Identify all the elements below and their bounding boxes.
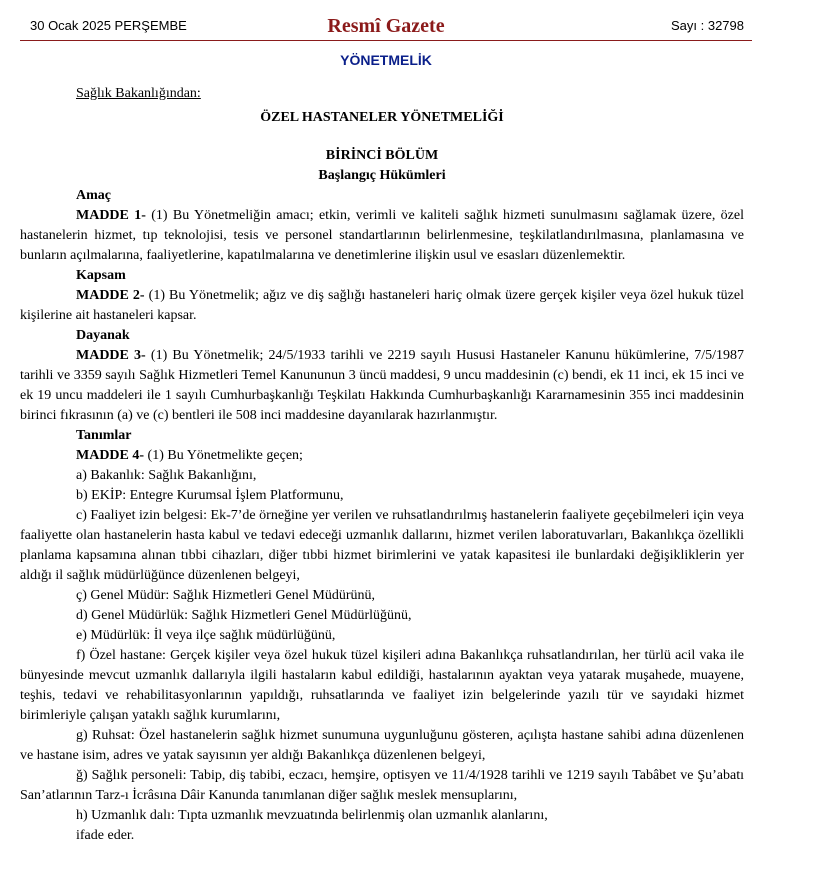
definition-item: b) EKİP: Entegre Kurumsal İşlem Platformunu, bbox=[76, 488, 344, 503]
article-paragraph bbox=[20, 206, 744, 266]
article-text: (1) Bu Yönetmelik; ağız ve diş sağlığı hastaneleri hariç olmak üzere gerçek kişiler veya özel hukuk tüzel kişilerine ait hastaneleri kapsar. bbox=[20, 288, 744, 323]
article-heading: Kapsam bbox=[76, 268, 126, 283]
article-heading: Amaç bbox=[76, 188, 111, 203]
definition-item: c) Faaliyet izin belgesi: Ek-7’de örneğine yer verilen ve ruhsatlandırılmış hastanelerin faaliyete geçebilmeleri için veya faaliyette olan hastanelerin hasta kabul ve tedavi edeceği uzmanlık dallarını, hizmet verilen laboratuvarları, Bakanlıkça özellikli planlama kapsamına alınan tıbbi cihazları, diğer tıbbi hizmet birimlerini ve yatak kapasitesi ile bunlardaki değişikliklerin yer aldığı il sağlık müdürlüğünce düzenlenen belgeyi, bbox=[20, 508, 744, 583]
article-label: MADDE 1- bbox=[76, 208, 146, 223]
definition-item: e) Müdürlük: İl veya ilçe sağlık müdürlüğünü, bbox=[76, 628, 336, 643]
definition-item: f) Özel hastane: Gerçek kişiler veya özel hukuk tüzel kişileri adına Bakanlıkça ruhsatlandırılan, her türlü acil vaka ile bünyesinde mevcut uzmanlık dallarıyla ilgili hastaların kabul edildiği, hastalarının ayaktan veya yatarak muşahede, muayene, teşhis, tedavi ve rehabilitasyonlarının yapıldığı, ruhsatlarında ve faaliyet izin belgelerinde yazılı tür ve sayıdaki hizmet birimleriyle çalışan yataklı sağlık kurumlarını, bbox=[20, 648, 744, 723]
issuer: Sağlık Bakanlığından: bbox=[76, 86, 201, 101]
definition-item: a) Bakanlık: Sağlık Bakanlığını, bbox=[76, 468, 257, 483]
definition-item: h) Uzmanlık dalı: Tıpta uzmanlık mevzuatında belirlenmiş olan uzmanlık alanlarını, bbox=[76, 808, 548, 823]
article-heading: Dayanak bbox=[76, 328, 130, 343]
gazette-title: Resmî Gazete bbox=[327, 15, 445, 37]
issue-number: Sayı : 32798 bbox=[671, 18, 744, 33]
article-text: (1) Bu Yönetmelikte geçen; bbox=[144, 448, 303, 463]
definition-closing: ifade eder. bbox=[76, 828, 135, 843]
chapter-subtitle: Başlangıç Hükümleri bbox=[318, 168, 446, 183]
article-text: (1) Bu Yönetmeliğin amacı; etkin, verimli ve kaliteli sağlık hizmeti sunulmasını sağlamak üzere, özel hastanelerin hizmet, tıp teknolojisi, tesis ve personel standartlarının belirlenmesine, teşkilatlandırılmasına, planlamasına ve bunların açılmalarına, faaliyetlerine, kapatılmalarına ve denetimlerine ilişkin usul ve esasları düzenlemektir. bbox=[20, 208, 744, 263]
article-text: (1) Bu Yönetmelik; 24/5/1933 tarihli ve 2219 sayılı Hususi Hastaneler Kanunu hükümlerine, 7/5/1987 tarihli ve 3359 sayılı Sağlık Hizmetleri Temel Kanununun 3 üncü maddesi, 9 uncu maddesinin (c) bendi, ek 11 inci, ek 15 inci ve ek 19 uncu maddeleri ile 1 sayılı Cumhurbaşkanlığı Teşkilatı Hakkında Cumhurbaşkanlığı Kararnamesinin 355 inci maddesinin birinci fıkrasının (a) ve (c) bentleri ile 508 inci maddesine dayanılarak hazırlanmıştır. bbox=[20, 348, 744, 423]
definition-item: ğ) Sağlık personeli: Tabip, diş tabibi, eczacı, hemşire, optisyen ve 11/4/1928 tarihli ve 1219 sayılı Tabâbet ve Şu’abatı San’atlarının Tarz-ı İcrâsına Dâir Kanunda tanımlanan diğer sağlık meslek mensuplarını, bbox=[20, 768, 744, 803]
article-paragraph bbox=[20, 286, 744, 326]
chapter-title: BİRİNCİ BÖLÜM bbox=[325, 148, 439, 163]
definition-item: d) Genel Müdürlük: Sağlık Hizmetleri Genel Müdürlüğünü, bbox=[76, 608, 412, 623]
article-label: MADDE 4- bbox=[76, 448, 145, 463]
document-type: YÖNETMELİK bbox=[340, 52, 432, 68]
issue-date: 30 Ocak 2025 PERŞEMBE bbox=[30, 18, 187, 33]
article-label: MADDE 2- bbox=[76, 288, 145, 303]
definition-item: ç) Genel Müdür: Sağlık Hizmetleri Genel Müdürünü, bbox=[76, 588, 375, 603]
definition-item: g) Ruhsat: Özel hastanelerin sağlık hizmet sunumuna uygunluğunu gösteren, açılışta hastane sahibi adına düzenlenen ve hastane isim, adres ve yatak sayısının yer aldığı Bakanlıkça düzenlenen belgeyi, bbox=[20, 728, 744, 763]
gazette-header bbox=[20, 10, 752, 41]
article-heading: Tanımlar bbox=[76, 428, 132, 443]
article-paragraph bbox=[20, 446, 744, 466]
document-body bbox=[20, 84, 744, 846]
article-paragraph bbox=[20, 346, 744, 426]
regulation-title: ÖZEL HASTANELER YÖNETMELİĞİ bbox=[260, 110, 504, 125]
article-label: MADDE 3- bbox=[76, 348, 146, 363]
